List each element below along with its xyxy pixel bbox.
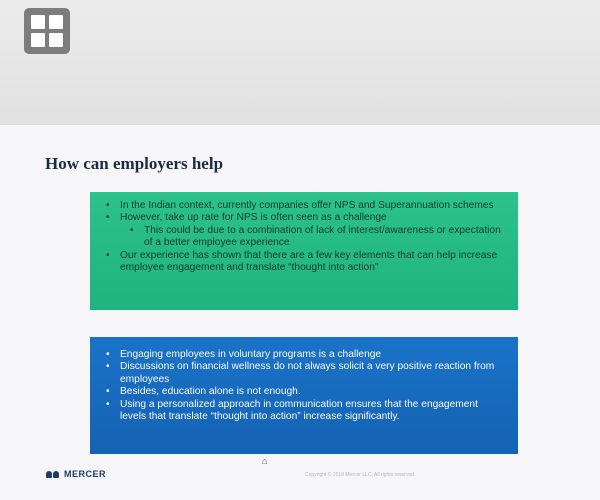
grid-view-icon bbox=[49, 15, 63, 29]
mercer-logo-icon bbox=[46, 471, 60, 478]
slide-title: How can employers help bbox=[45, 154, 224, 173]
list-item: • Using a personalized approach in communication ensures that the engagement levels that translate “thought into action” increase significantly. bbox=[120, 399, 502, 424]
list-item: • Our experience has shown that there are a few key elements that can help increase employee engagement and translate “thought into action” bbox=[120, 250, 502, 275]
viewer-toolbar bbox=[0, 0, 600, 125]
list-item: • Discussions on financial wellness do not always solicit a very positive reaction from employees bbox=[120, 361, 502, 386]
list-item: • However, take up rate for NPS is often seen as a challenge bbox=[120, 212, 502, 224]
list-item: • Besides, education alone is not enough. bbox=[120, 386, 502, 398]
green-info-box bbox=[90, 192, 518, 310]
mouse-cursor-icon: ⌂ bbox=[262, 456, 268, 466]
list-item: • In the Indian context, currently companies offer NPS and Superannuation schemes bbox=[120, 200, 502, 212]
blue-info-box bbox=[90, 337, 518, 454]
grid-view-button[interactable] bbox=[24, 8, 70, 54]
grid-view-icon bbox=[49, 33, 63, 47]
copyright-text: Copyright © 2018 Mercer LLC. All rights reserved. bbox=[305, 472, 416, 478]
brand-name: MERCER bbox=[64, 469, 107, 479]
mercer-logo bbox=[46, 469, 106, 479]
sub-list-item: • This could be due to a combination of lack of interest/awareness or expectation of a better employee experience bbox=[144, 225, 502, 250]
list-item: • Engaging employees in voluntary programs is a challenge bbox=[120, 349, 502, 361]
grid-view-icon bbox=[31, 15, 45, 29]
grid-view-icon bbox=[31, 33, 45, 47]
